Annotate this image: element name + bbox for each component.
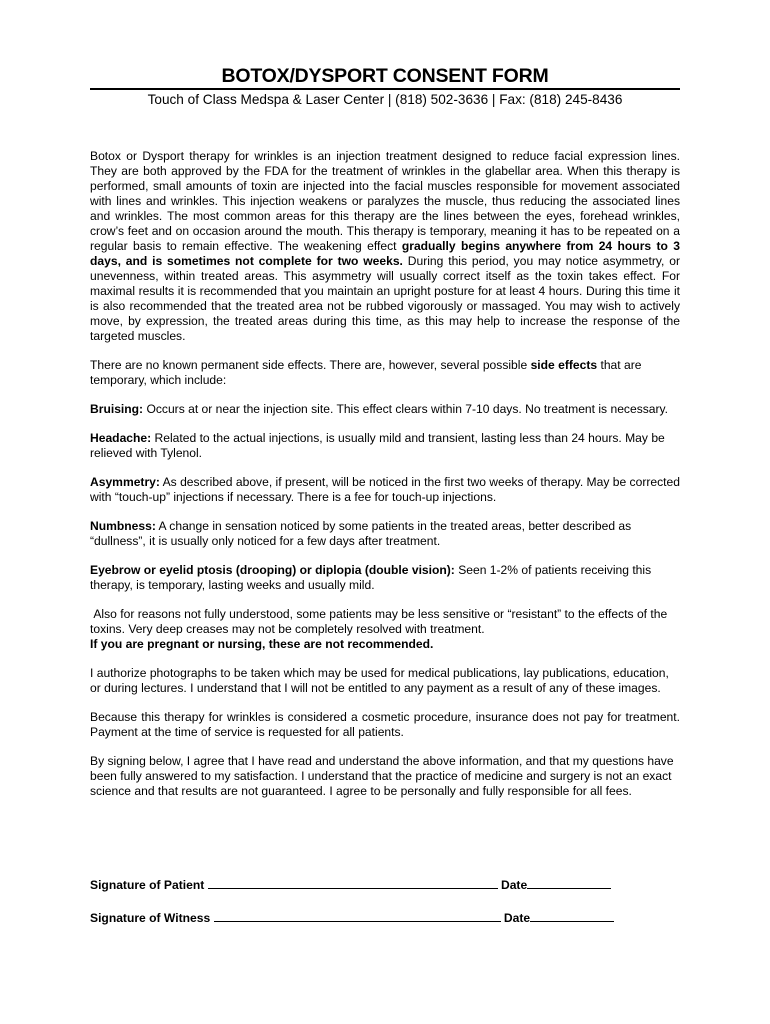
side-effect-text: Occurs at or near the injection site. This effect clears within 7-10 days. No treatment is necessary. <box>143 402 669 416</box>
side-effects-intro-text-2: that are temporary, which include: <box>90 358 642 387</box>
patient-signature-row <box>90 877 611 893</box>
intro-paragraph <box>90 149 680 344</box>
side-effect-headache <box>90 431 680 461</box>
side-effect-text: Related to the actual injections, is usually mild and transient, lasting less than 24 hours. May be relieved with Tylenol. <box>90 431 665 460</box>
patient-signature-label: Signature of Patient <box>90 878 208 892</box>
side-effects-intro-bold: side effects <box>530 358 598 372</box>
patient-date-field[interactable] <box>527 877 611 889</box>
witness-date-label: Date <box>500 911 531 925</box>
witness-signature-field[interactable] <box>214 910 501 922</box>
witness-date-field[interactable] <box>530 910 614 922</box>
side-effect-asymmetry <box>90 475 680 505</box>
side-effects-intro-text-1: There are no known permanent side effects. There are, however, several possible <box>90 358 531 372</box>
side-effect-text: A change in sensation noticed by some patients in the treated areas, better described as “dullness”, it is usually only noticed for a few days after treatment. <box>90 519 632 548</box>
intro-text-2: During this period, you may notice asymmetry, or unevenness, within treated areas. This asymmetry will usually correct itself as the toxin takes effect. For maximal results it is recommended that you maintain an upright posture for at least 4 hours. During this time it is also recommended that the treated area not be rubbed vigorously or massaged. You may wish to actively move, by expression, the treated areas during this time, as this may help to increase the response of the targeted muscles. <box>90 254 680 343</box>
resistance-paragraph <box>90 607 680 652</box>
side-effect-text: As described above, if present, will be noticed in the first two weeks of therapy. May be corrected with “touch-up” injections if necessary. There is a fee for touch-up injections. <box>90 475 680 504</box>
title-divider <box>90 88 680 90</box>
photo-authorization-paragraph: I authorize photographs to be taken which may be used for medical publications, lay publications, education, or during lectures. I understand that I will not be entitled to any payment as a result of any of these images. <box>90 666 669 695</box>
clinic-contact-line: Touch of Class Medspa & Laser Center | (818) 502-3636 | Fax: (818) 245-8436 <box>147 92 623 107</box>
page-title: BOTOX/DYSPORT CONSENT FORM <box>221 65 549 87</box>
witness-signature-row <box>90 910 614 926</box>
side-effect-text: Seen 1-2% of patients receiving this therapy, is temporary, lasting weeks and usually mild. <box>90 563 652 592</box>
side-effect-label: Asymmetry: <box>90 475 160 489</box>
side-effect-label: Eyebrow or eyelid ptosis (drooping) or diplopia (double vision): <box>90 563 455 577</box>
side-effect-label: Bruising: <box>90 402 144 416</box>
witness-signature-label: Signature of Witness <box>90 911 214 925</box>
resistance-text: Also for reasons not fully understood, some patients may be less sensitive or “resistant” to the effects of the toxins. Very deep creases may not be completely resolved with treatment. <box>90 607 668 636</box>
side-effect-ptosis <box>90 563 680 593</box>
intro-text-1: Botox or Dysport therapy for wrinkles is an injection treatment designed to reduce facial expression lines. They are both approved by the FDA for the treatment of wrinkles in the glabellar area. When this therapy is performed, small amounts of toxin are injected into the facial muscles responsible for movement associated with lines and wrinkles. This injection weakens or paralyzes the muscle, thus reducing the associated lines and wrinkles. The most common areas for this therapy are the lines between the eyes, forehead wrinkles, crow’s feet and on occasion around the mouth. This therapy is temporary, meaning it has to be repeated on a regular basis to remain effective. The weakening effect <box>90 149 680 253</box>
side-effects-intro <box>90 358 680 388</box>
pregnancy-warning: If you are pregnant or nursing, these are not recommended. <box>90 637 434 651</box>
patient-signature-field[interactable] <box>208 877 498 889</box>
insurance-paragraph: Because this therapy for wrinkles is considered a cosmetic procedure, insurance does not pay for treatment. Payment at the time of service is requested for all patients. <box>90 710 680 739</box>
agreement-paragraph: By signing below, I agree that I have read and understand the above information, and that my questions have been fully answered to my satisfaction. I understand that the practice of medicine and surgery is not an exact science and that results are not guaranteed. I agree to be personally and fully responsible for all fees. <box>90 754 674 798</box>
intro-bold-text: gradually begins anywhere from 24 hours to 3 days, and is sometimes not complete for two weeks. <box>90 239 680 268</box>
side-effect-label: Headache: <box>90 431 152 445</box>
patient-date-label: Date <box>497 878 528 892</box>
side-effect-label: Numbness: <box>90 519 156 533</box>
form-body <box>90 149 680 799</box>
side-effect-bruising <box>90 402 680 417</box>
side-effect-numbness <box>90 519 680 549</box>
